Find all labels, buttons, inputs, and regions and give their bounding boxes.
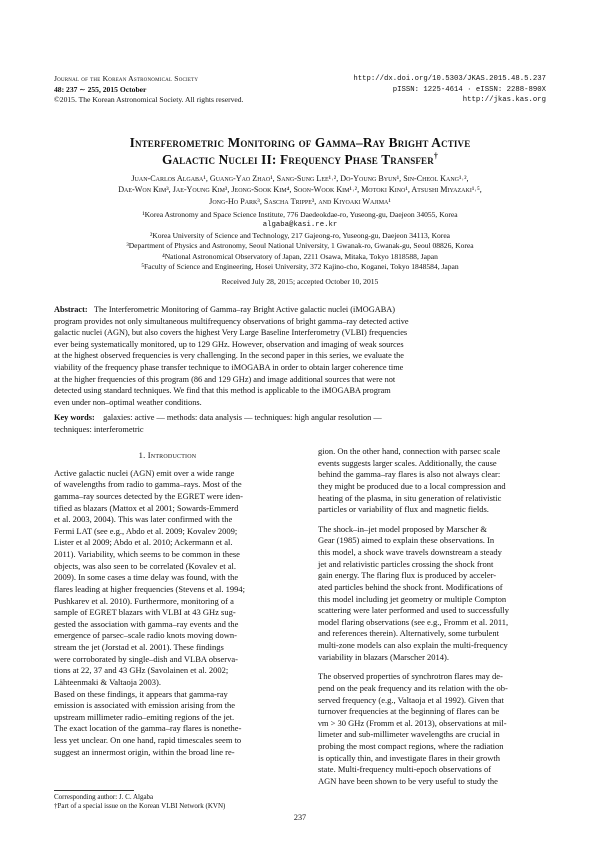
text-line: flares leading at higher frequencies (Stevens et al. 1994; [54, 583, 245, 594]
abstract-line: galactic nuclei (AGN), but also covers the highest Very Large Baseline Interferometry (VLBI) frequencies [54, 328, 408, 338]
keywords-label: Key words: [54, 413, 95, 423]
text-line: suggest an innermost origin, within the broad line re- [54, 746, 235, 757]
text-line: this model, a shock wave travels downstream a steady [318, 547, 502, 557]
text-line: limeter and sub-millimeter wavelengths are crucial in [318, 729, 500, 740]
text-line: served frequency (e.g., Valtaoja et al 1992). Given that [318, 694, 504, 705]
text-line: tified as blazars (Mattox et al 2001; Sowards-Emmerd [54, 502, 239, 513]
text-line: upstream millimeter radio–emiting regions of the jet. [54, 711, 235, 722]
text-line: probing the most compact regions, where the radiation [318, 741, 504, 751]
author-list [40, 173, 560, 207]
abstract-line: viability of the frequency phase transfer technique to iMOGABA in order to obtain larger coherence time [54, 362, 404, 372]
issn-info: pISSN: 1225-4614 · eISSN: 2288-890X [392, 85, 546, 94]
text-line: is optically thin, and investigate flares in their growth [318, 752, 500, 763]
text-line: νm > 30 GHz (Fromm et al. 2013), observations at mil- [318, 717, 507, 728]
right-paragraph-1 [318, 446, 545, 516]
footnote-divider [54, 790, 134, 791]
text-line: heating of the plasma, in situ generation of relativistic [318, 492, 502, 503]
text-line: Gear (1985) aimed to explain these observations. In [318, 535, 495, 546]
abstract-line: at the higher frequencies of this program (86 and 129 GHz) and image additional sources that were not [54, 374, 396, 384]
author-line: Juan-Carlos Algaba¹, Guang-Yao Zhao¹, Sang-Sung Lee¹˒², Do-Young Byun¹, Sin-Cheol Kang¹˒², [131, 174, 469, 183]
text-line: Pushkarev et al. 2010). Furthermore, monitoring of a [54, 595, 234, 606]
text-line: sample of EGRET blazars with VLBI at 43 GHz sug- [54, 607, 236, 618]
abstract-block [54, 304, 546, 436]
text-line: The shock–in–jet model proposed by Marscher & [318, 523, 488, 534]
left-column [54, 450, 281, 758]
abstract-body [54, 316, 546, 409]
text-line: less yet unclear. On one hand, rapid timescales seem to [54, 735, 242, 745]
text-line: events suggests larger scales. Additionally, the cause [318, 457, 497, 468]
volume-info: 48: 237 ∼ 255, 2015 October [54, 84, 147, 94]
abstract-line: program provides not only simultaneous multifrequency observations of bright gamma–ray detected active [54, 316, 409, 326]
journal-website-link[interactable]: http://jkas.kas.org [462, 96, 546, 105]
abstract-line: The Interferometric Monitoring of Gamma–ray Bright Active galactic nuclei (iMOGABA) [93, 305, 396, 314]
text-line: 2009). In some cases a time delay was found, with the [54, 572, 239, 583]
text-line: gamma–ray sources detected by the EGRET were iden- [54, 490, 243, 501]
text-line: they might be produced due to a local compression and [318, 480, 506, 491]
text-line: et al. 2003, 2004). This was later confirmed with the [54, 514, 233, 525]
abstract-first-line [54, 304, 546, 316]
text-line: stream the jet (Jorstad et al. 2001). These findings [54, 642, 224, 652]
text-line: multi-zone models can also explain the multi-frequency [318, 640, 508, 650]
introduction-text-left [54, 468, 281, 759]
affiliation-line: ³Department of Physics and Astronomy, Seoul National University, 1 Gwanak-ro, Gwanak-gu, Seoul 08826, Korea [126, 241, 474, 251]
text-line: gested the association with gamma–ray events and the [54, 618, 239, 629]
text-line: objects, was also seen to be correlated (Kovalev et al. [54, 560, 236, 571]
title-dagger: † [433, 151, 439, 161]
text-line: scattering were later performed and used to successfully [318, 605, 509, 616]
text-line: 2011). Variability, which seems to be common in these [54, 549, 240, 559]
page-number: 237 [293, 813, 307, 822]
text-line: variability in blazars (Marscher 2014). [318, 651, 449, 662]
special-issue-note: †Part of a special issue on the Korean VLBI Network (KVN) [54, 802, 226, 811]
text-line: of wavelengths from radio to gamma–rays. Most of the [54, 479, 242, 490]
received-date: Received July 28, 2015; accepted October 10, 2015 [221, 277, 379, 286]
text-line: emission is associated with emission arising from the [54, 700, 236, 711]
abstract-label: Abstract: [54, 305, 88, 314]
paper-title [54, 134, 546, 168]
corresponding-author-note: Corresponding author: J. C. Algaba [54, 793, 154, 801]
text-line: Fermi LAT (see e.g., Abdo et al. 2009; Kovalev 2009; [54, 525, 238, 536]
copyright-notice: ©2015. The Korean Astronomical Society. All rights reserved. [54, 95, 244, 105]
text-line: AGN have been shown to be very useful to study the [318, 775, 498, 786]
text-line: particles or variability of flux and magnetic fields. [318, 504, 489, 515]
author-line: Dae-Won Kim³, Jae-Young Kim³, Jeong-Sook Kim⁴, Soon-Wook Kim¹˒², Motoki Kino¹, Atsushi Miyazaki¹˒⁵, [118, 185, 482, 195]
text-line: tions at 22, 37 and 43 GHz (Savolainen et al. 2002; [54, 665, 229, 676]
text-line: this model including jet geometry or multiple Compton [318, 593, 507, 604]
abstract-line: at the highest observed frequencies is very challenging. In the second paper in this series, we evaluate the [54, 351, 404, 361]
title-line-2: Galactic Nuclei II: Frequency Phase Transfer [161, 152, 434, 167]
affiliation-line: ⁵Faculty of Science and Engineering, Hosei University, 372 Kajino-cho, Koganei, Tokyo 1848584, Japan [141, 262, 459, 272]
text-line: gion. On the other hand, connection with parsec scale [318, 446, 501, 456]
text-line: and references therein). Alternatively, some turbulent [318, 628, 499, 639]
affiliation-line: ¹Korea Astronomy and Space Science Institute, 776 Daedeokdae-ro, Yuseong-gu, Daejeon 34055, Korea [142, 210, 458, 219]
text-line: were corroborated by single–dish and VLBA observa- [54, 653, 238, 664]
right-paragraph-3 [318, 671, 545, 787]
text-line: jet and relativistic particles crossing the shock front [318, 558, 494, 569]
text-line: The exact location of the gamma–ray flares is nonethe- [54, 723, 242, 734]
journal-header [54, 74, 243, 106]
title-line-1: Interferometric Monitoring of Gamma–Ray Bright Active [129, 135, 471, 150]
text-line: state. Multi-frequency multi-epoch observations of [318, 764, 492, 775]
text-line: The observed properties of synchrotron flares may de- [318, 671, 503, 682]
text-line: model flaring observations (see e.g., Fromm et al. 2011, [318, 616, 509, 627]
right-column [318, 446, 545, 788]
affiliation-line: ²Korea University of Science and Technology, 217 Gajeong-ro, Yuseong-gu, Daejeon 34113, Korea [149, 230, 451, 240]
abstract-line: even under non–optimal weather conditions. [54, 397, 202, 407]
title-line-2-wrap [54, 151, 546, 168]
affiliation-line: algaba@kasi.re.kr [262, 221, 338, 230]
text-line: Based on these findings, it appears that gamma-ray [54, 688, 228, 699]
keywords-line [54, 412, 546, 424]
text-line: Lister et al 2009; Abdo et al. 2010; Ackermann et al. [54, 537, 233, 548]
text-line: behind the gamma–ray flares is also not always clear: [318, 469, 501, 480]
text-line: emergence of parsec–scale radio knots moving down- [54, 630, 238, 641]
keywords-line-2: techniques: interferometric [54, 424, 144, 434]
right-paragraph-2 [318, 524, 545, 664]
text-line: ated particles behind the shock front. Modifications of [318, 581, 503, 592]
text-line: Lähteenmaki & Valtaoja 2003). [54, 676, 162, 687]
text-line: Active galactic nuclei (AGN) emit over a wide range [54, 467, 235, 478]
journal-name: Journal of the Korean Astronomical Society [54, 74, 199, 83]
doi-header [353, 74, 546, 106]
abstract-line: detected using standard techniques. We find that this method is applicable to the iMOGABA program [54, 386, 391, 396]
affiliation-line: ⁴National Astronomical Observatory of Japan, 2211 Osawa, Mitaka, Tokyo 1818588, Japan [162, 251, 438, 261]
keywords-text: galaxies: active — methods: data analysis — techniques: high angular resolution — [103, 413, 382, 423]
affiliation-list [40, 210, 560, 272]
footnotes [54, 793, 225, 812]
doi-link[interactable]: http://dx.doi.org/10.5303/JKAS.2015.48.5.237 [353, 75, 546, 83]
text-line: pend on the peak frequency and its relation with the ob- [318, 682, 508, 693]
abstract-line: ever being systematically monitored, up to 129 GHz. However, observation and imaging of weak sources [54, 339, 404, 349]
section-heading: 1. Introduction [138, 450, 197, 460]
text-line: turnover frequencies at the beginning of flares can be [318, 706, 500, 717]
author-line: Jong-Ho Park³, Sascha Trippe³, and Kiyoaki Wajima¹ [209, 196, 391, 206]
text-line: gain energy. The flaring flux is produced by acceler- [318, 570, 497, 581]
